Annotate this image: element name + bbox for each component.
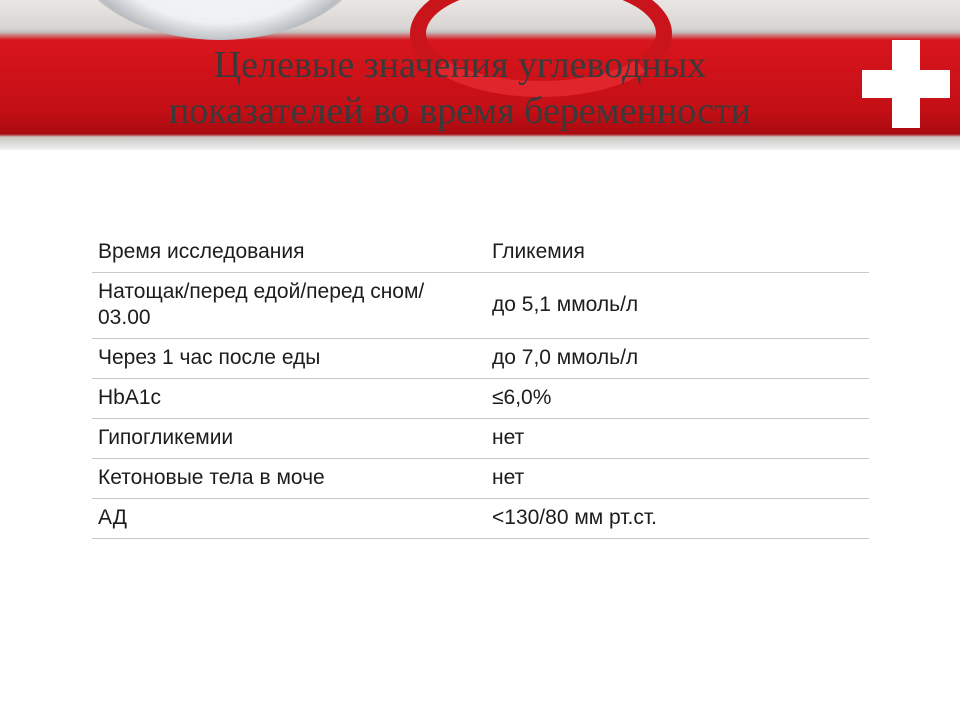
row-label: Натощак/перед едой/перед сном/ 03.00: [92, 273, 480, 339]
slide-title: [60, 42, 860, 134]
row-label: HbA1c: [92, 379, 480, 419]
row-label: АД: [92, 499, 480, 539]
row-value: ≤6,0%: [480, 379, 869, 419]
table-row: [92, 273, 869, 339]
row-value: до 5,1 ммоль/л: [480, 273, 869, 339]
row-label: Гипогликемии: [92, 419, 480, 459]
table-row: [92, 419, 869, 459]
header-time: Время исследования: [92, 233, 480, 273]
row-value: нет: [480, 459, 869, 499]
row-label: Через 1 час после еды: [92, 339, 480, 379]
table-row: [92, 499, 869, 539]
table-row: [92, 339, 869, 379]
medical-cross-icon: [862, 40, 950, 128]
row-value: <130/80 мм рт.ст.: [480, 499, 869, 539]
header-glycemia: Гликемия: [480, 233, 869, 273]
title-line-2: показателей во время беременности: [168, 90, 752, 132]
title-line-1: Целевые значения углеводных: [213, 44, 707, 86]
row-value: до 7,0 ммоль/л: [480, 339, 869, 379]
row-value: нет: [480, 419, 869, 459]
pressure-gauge-icon: [70, 0, 370, 40]
table-header-row: [92, 233, 869, 273]
targets-table: [92, 233, 869, 539]
row-label: Кетоновые тела в моче: [92, 459, 480, 499]
table-row: [92, 459, 869, 499]
table-row: [92, 379, 869, 419]
